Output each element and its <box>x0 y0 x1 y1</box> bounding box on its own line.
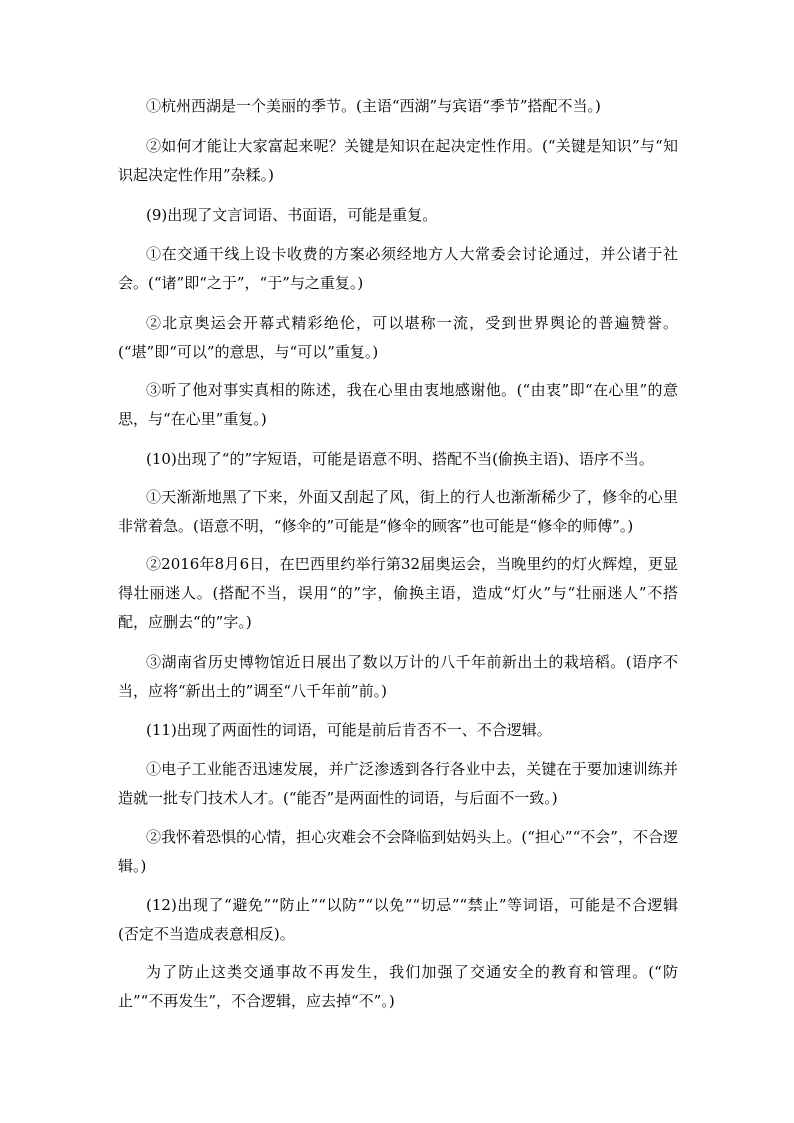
example-paragraph: ②2016年8月6日，在巴西里约举行第32届奥运会，当晚里约的灯火辉煌，更显得壮丽迷人。(搭配不当，误用“的”字，偷换主语，造成“灯火”与“壮丽迷人”不搭配，应删去“的”字。) <box>118 555 678 631</box>
example-paragraph: ①天渐渐地黑了下来，外面又刮起了风，街上的行人也渐渐稀少了，修伞的心里非常着急。(语意不明，“修伞的”可能是“修伞的顾客”也可能是“修伞的师傅”。) <box>118 488 678 535</box>
example-paragraph: ②北京奥运会开幕式精彩绝伦，可以堪称一流，受到世界舆论的普遍赞誉。(“堪”即“可以”的意思，与“可以”重复。) <box>118 314 678 361</box>
section-heading: (9)出现了文言词语、书面语，可能是重复。 <box>146 206 438 224</box>
example-paragraph: ①杭州西湖是一个美丽的季节。(主语“西湖”与宾语“季节”搭配不当。) <box>146 97 601 115</box>
section-heading: (11)出现了两面性的词语，可能是前后肯否不一、不合逻辑。 <box>146 721 552 739</box>
example-paragraph: ①电子工业能否迅速发展，并广泛渗透到各行各业中去，关键在于要加速训练并造就一批专门技术人才。(“能否”是两面性的词语，与后面不一致。) <box>118 760 678 807</box>
example-paragraph: ①在交通干线上设卡收费的方案必须经地方人大常委会讨论通过，并公诸于社会。(“诸”即“之于”，“于”与之重复。) <box>118 245 678 292</box>
example-paragraph: ③听了他对事实真相的陈述，我在心里由衷地感谢他。(“由衷”即“在心里”的意思，与“在心里”重复。) <box>118 381 678 428</box>
example-paragraph: ②我怀着恐惧的心情，担心灾难会不会降临到姑妈头上。(“担心”“不会”，不合逻辑。) <box>118 828 678 875</box>
example-paragraph: 为了防止这类交通事故不再发生，我们加强了交通安全的教育和管理。(“防止”“不再发生”，不合逻辑，应去掉“不”。) <box>118 963 678 1010</box>
section-heading: (10)出现了“的”字短语，可能是语意不明、搭配不当(偷换主语)、语序不当。 <box>146 450 654 468</box>
example-paragraph: ②如何才能让大家富起来呢？关键是知识在起决定性作用。(“关键是知识”与“知识起决定性作用”杂糅。) <box>118 137 678 184</box>
section-heading: (12)出现了“避免”“防止”“以防”“以免”“切忌”“禁止”等词语，可能是不合逻辑(否定不当造成表意相反)。 <box>118 896 678 943</box>
example-paragraph: ③湖南省历史博物馆近日展出了数以万计的八千年前新出土的栽培稻。(语序不当，应将“新出土的”调至“八千年前”前。) <box>118 653 678 700</box>
